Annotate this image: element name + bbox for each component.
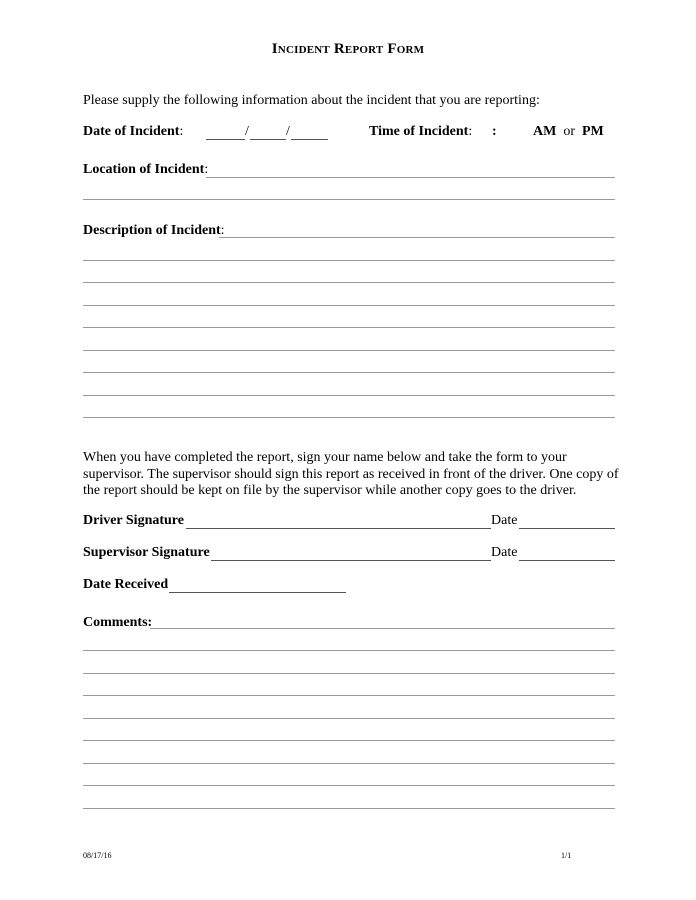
date-received-field[interactable] (169, 592, 346, 593)
comments-line[interactable] (83, 718, 615, 719)
time-of-incident-colon: : (468, 124, 473, 139)
footer-date: 08/17/16 (83, 851, 112, 860)
location-label-text: Location of Incident (83, 162, 205, 177)
time-colon: : (492, 124, 497, 139)
date-day-field[interactable] (250, 139, 286, 140)
description-label (83, 223, 225, 239)
comments-line[interactable] (83, 673, 615, 674)
date-of-incident-label (83, 124, 183, 140)
footer-page-number: 1/1 (561, 851, 572, 860)
supervisor-date-field[interactable] (519, 560, 615, 561)
date-separator-2: / (286, 124, 290, 139)
driver-date-label: Date (491, 513, 518, 528)
comments-line[interactable] (83, 740, 615, 741)
location-colon: : (204, 162, 209, 177)
comments-line[interactable] (83, 763, 615, 764)
location-line-1[interactable] (206, 177, 615, 178)
supervisor-signature-field[interactable] (211, 560, 491, 561)
am-pm-or: or (563, 124, 575, 139)
description-line[interactable] (83, 282, 615, 283)
comments-line[interactable] (83, 808, 615, 809)
driver-signature-label: Driver Signature (83, 513, 184, 528)
supervisor-signature-label: Supervisor Signature (83, 545, 210, 560)
pm-option[interactable]: PM (582, 124, 604, 139)
comments-label: Comments: (83, 615, 153, 630)
instructions-paragraph: When you have completed the report, sign your name below and take the form to your supervisor. The supervisor should sign this report as received in front of the driver. One copy of the report should be kept on file by the supervisor while another copy goes to the driver. (83, 450, 619, 498)
date-received-label: Date Received (83, 577, 169, 592)
intro-text: Please supply the following information about the incident that you are reporting: (83, 93, 540, 108)
description-colon: : (220, 223, 225, 238)
location-line-2[interactable] (83, 199, 615, 200)
comments-line[interactable] (83, 785, 615, 786)
location-label (83, 162, 208, 178)
description-line[interactable] (83, 395, 615, 396)
date-month-field[interactable] (206, 139, 245, 140)
supervisor-date-label: Date (491, 545, 518, 560)
description-line[interactable] (219, 237, 615, 238)
driver-date-field[interactable] (519, 528, 615, 529)
description-line[interactable] (83, 372, 615, 373)
form-title: Incident Report Form (271, 41, 425, 57)
driver-signature-field[interactable] (186, 528, 491, 529)
description-line[interactable] (83, 417, 615, 418)
description-label-text: Description of Incident (83, 223, 221, 238)
comments-line[interactable] (150, 628, 615, 629)
time-of-incident-label (369, 124, 472, 140)
date-of-incident-label-text: Date of Incident (83, 124, 180, 139)
am-pm-choice (533, 124, 604, 140)
description-line[interactable] (83, 305, 615, 306)
date-year-field[interactable] (291, 139, 328, 140)
comments-line[interactable] (83, 650, 615, 651)
description-line[interactable] (83, 260, 615, 261)
date-separator-1: / (245, 124, 249, 139)
am-option[interactable]: AM (533, 124, 557, 139)
date-of-incident-colon: : (179, 124, 184, 139)
description-line[interactable] (83, 327, 615, 328)
description-line[interactable] (83, 350, 615, 351)
comments-line[interactable] (83, 695, 615, 696)
time-of-incident-label-text: Time of Incident (369, 124, 469, 139)
